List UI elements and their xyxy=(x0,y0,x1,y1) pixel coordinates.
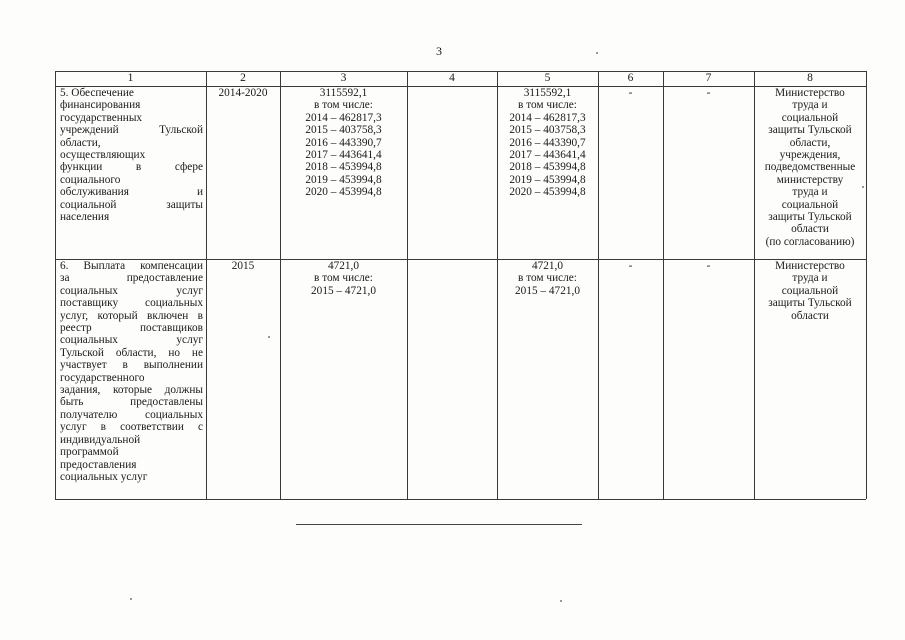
page-number: 3 xyxy=(436,44,442,58)
dash-value: - xyxy=(628,260,633,272)
table-column-rule xyxy=(663,71,664,499)
cell-line: государственных xyxy=(60,111,143,124)
cell-line: в том числе: xyxy=(518,99,577,112)
cell-line: защиты Тульской xyxy=(768,211,852,224)
cell-line: социальной защиты xyxy=(60,198,203,211)
cell-line: социальных услуг xyxy=(60,334,203,347)
cell-line: социальной xyxy=(781,198,839,211)
scan-speck xyxy=(268,336,270,338)
cell-line: в том числе: xyxy=(314,99,373,112)
cell-line: 2014 – 462817,3 xyxy=(305,111,382,124)
cell-line: 2020 – 453994,8 xyxy=(305,186,382,199)
cell-line: труда и xyxy=(792,186,828,199)
cell-line: области xyxy=(791,223,829,236)
cell-line: 2015 – 4721,0 xyxy=(311,284,376,297)
scan-speck xyxy=(596,52,598,54)
cell-line: участвует в выполнении xyxy=(60,359,203,372)
table-header-cell: 2 xyxy=(240,72,246,84)
cell-line: защиты Тульской xyxy=(768,297,852,310)
cell-line: труда и xyxy=(792,272,828,285)
period-value: 2015 xyxy=(231,260,255,272)
regional-funding-cell xyxy=(499,87,596,199)
cell-line: 2019 – 453994,8 xyxy=(509,173,586,186)
cell-line: 2015 – 403758,3 xyxy=(509,124,586,137)
cell-line: 6. Выплата компенсации xyxy=(60,260,203,272)
measure-name-cell xyxy=(60,260,203,483)
total-funding-cell xyxy=(282,260,405,297)
cell-line: социальной xyxy=(781,284,839,297)
cell-line: труда и xyxy=(792,99,828,112)
cell-line: министерству xyxy=(776,173,844,186)
dash-value: - xyxy=(706,260,711,272)
measure-name-cell xyxy=(60,87,203,223)
cell-line: получателю социальных xyxy=(60,408,203,421)
table-column-rule xyxy=(598,71,599,499)
table-header-cell: 1 xyxy=(127,72,134,84)
cell-line: социальных услуг xyxy=(60,284,203,297)
cell-line: 2016 – 443390,7 xyxy=(509,136,586,149)
executor-cell xyxy=(756,87,864,248)
table-column-rule xyxy=(280,71,281,499)
table-column-rule xyxy=(754,71,755,499)
table-column-rule xyxy=(206,71,207,499)
cell-line: 2016 – 443390,7 xyxy=(305,136,382,149)
cell-line: в том числе: xyxy=(518,272,577,285)
scan-speck xyxy=(862,186,864,188)
cell-line: 2017 – 443641,4 xyxy=(305,149,382,162)
cell-line: Министерство xyxy=(775,260,845,272)
scan-speck xyxy=(130,598,132,600)
cell-line: 3115592,1 xyxy=(319,87,368,99)
cell-line: 3115592,1 xyxy=(523,87,572,99)
cell-line: области, xyxy=(60,136,101,149)
cell-line: в том числе: xyxy=(314,272,373,285)
cell-line: социального xyxy=(60,173,121,186)
cell-line: 4721,0 xyxy=(327,260,360,272)
cell-line: социальной xyxy=(781,111,839,124)
table-column-rule xyxy=(407,71,408,499)
closing-rule xyxy=(296,524,582,525)
table-header-cell: 6 xyxy=(627,72,634,84)
other-funding-cell xyxy=(665,260,752,272)
cell-line: социальных услуг xyxy=(60,470,148,483)
cell-line: программой xyxy=(60,446,119,459)
cell-line: поставщику социальных xyxy=(60,297,203,310)
cell-line: области, xyxy=(789,136,831,149)
cell-line: 2018 – 453994,8 xyxy=(305,161,382,174)
table-header-cell: 8 xyxy=(807,72,813,84)
cell-line: защиты Тульской xyxy=(768,124,852,137)
table-column-rule xyxy=(866,71,867,499)
cell-line: области xyxy=(791,309,829,322)
cell-line: задания, которые должны xyxy=(60,384,203,397)
table-header-cell: 4 xyxy=(449,72,455,84)
cell-line: услуг в соответствии с xyxy=(60,421,203,434)
table-header-cell: 5 xyxy=(544,72,551,84)
cell-line: учреждений Тульской xyxy=(60,124,203,137)
cell-line: Тульской области, но не xyxy=(60,346,203,359)
cell-line: индивидуальной xyxy=(60,433,141,446)
cell-line: за предоставление xyxy=(60,272,203,285)
period-value: 2014-2020 xyxy=(218,87,268,99)
cell-line: быть предоставлены xyxy=(60,396,203,409)
cell-line: государственного xyxy=(60,371,145,384)
cell-line: обслуживания и xyxy=(60,186,203,199)
executor-cell xyxy=(756,260,864,322)
cell-line: осуществляющих xyxy=(60,149,146,162)
municipal-funding-cell xyxy=(600,260,661,272)
municipal-funding-cell xyxy=(600,87,661,99)
cell-line: 2017 – 443641,4 xyxy=(509,149,586,162)
cell-line: подведомственные xyxy=(764,161,856,174)
cell-line: услуг, который включен в xyxy=(60,309,203,322)
cell-line: 4721,0 xyxy=(531,260,564,272)
cell-line: предоставления xyxy=(60,458,137,471)
cell-line: 2014 – 462817,3 xyxy=(509,111,586,124)
table-column-rule xyxy=(497,71,498,499)
cell-line: 2015 – 4721,0 xyxy=(515,284,580,297)
cell-line: финансирования xyxy=(60,99,141,112)
other-funding-cell xyxy=(665,87,752,99)
cell-line: учреждения, xyxy=(779,149,841,162)
table-row-rule xyxy=(55,499,866,500)
table-header-cell: 3 xyxy=(340,72,347,84)
dash-value: - xyxy=(706,87,711,99)
table-column-rule xyxy=(55,71,56,499)
cell-line: 2015 – 403758,3 xyxy=(305,124,382,137)
cell-line: реестр поставщиков xyxy=(60,322,203,335)
dash-value: - xyxy=(628,87,633,99)
cell-line: (по согласованию) xyxy=(765,235,855,248)
scan-speck xyxy=(560,600,562,602)
cell-line: функции в сфере xyxy=(60,161,203,174)
cell-line: 5. Обеспечение xyxy=(60,87,134,99)
period-cell xyxy=(208,260,278,272)
total-funding-cell xyxy=(282,87,405,199)
cell-line: 2020 – 453994,8 xyxy=(509,186,586,199)
cell-line: 2019 – 453994,8 xyxy=(305,173,382,186)
cell-line: населения xyxy=(60,211,110,224)
cell-line: Министерство xyxy=(775,87,845,99)
cell-line: 2018 – 453994,8 xyxy=(509,161,586,174)
period-cell xyxy=(208,87,278,99)
table-header-cell: 7 xyxy=(705,72,712,84)
regional-funding-cell xyxy=(499,260,596,297)
